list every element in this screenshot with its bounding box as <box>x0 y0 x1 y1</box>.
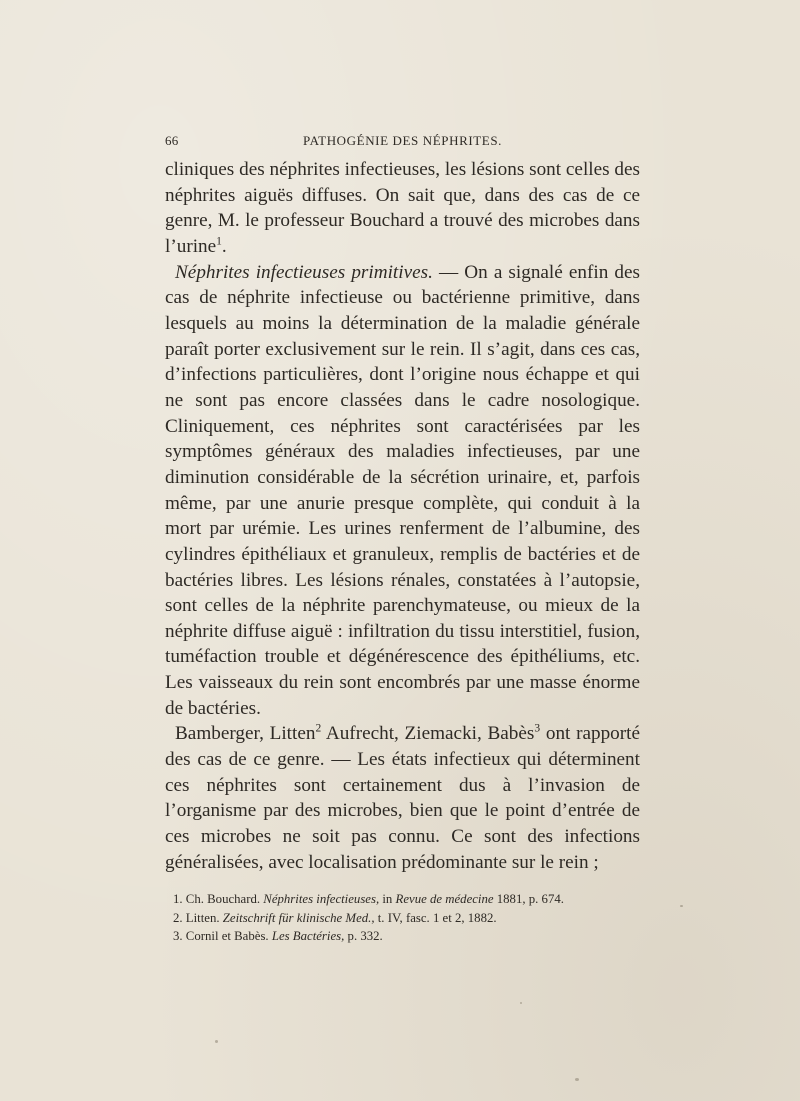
footnote-number: 2. <box>173 910 183 925</box>
paper-speck <box>575 1078 579 1081</box>
paragraph-1-text: cliniques des néphrites infectieuses, les lésions sont celles des néphrites aiguës diffuses. On sait que, dans des cas de ce genre, M. le professeur Bouchard a trouvé des microbes dans l’urine <box>165 159 640 257</box>
footnote-ref-3: 3 <box>534 723 541 736</box>
footnote-work: Les Bactéries, <box>271 929 345 943</box>
footnote-rest: p. 332. <box>344 929 383 943</box>
footnote-journal: Revue de médecine <box>395 892 494 906</box>
footnote-1 <box>165 890 640 909</box>
paper-speck <box>215 1040 218 1043</box>
footnote-mid: in <box>379 892 396 906</box>
paragraph-3-text-b: Aufrecht, Ziemacki, Babès <box>321 723 535 745</box>
footnote-author: Ch. Bouchard. <box>182 892 264 906</box>
section-heading: Néphrites infectieuses primitives. <box>175 261 433 283</box>
footnote-author: Cornil et Babès. <box>182 929 272 943</box>
footnote-author: Litten. <box>182 910 223 925</box>
footnote-2 <box>165 909 640 928</box>
footnote-ref-2: 2 <box>315 723 322 736</box>
footnote-rest: 1881, p. 674. <box>493 892 564 906</box>
footnote-rest: t. IV, fasc. 1 et 2, 1882. <box>374 910 497 925</box>
footnote-work: Zeitschrift für klinische Med., <box>222 910 375 925</box>
body-text <box>165 157 640 875</box>
paragraph-3-text-a: Bamberger, Litten <box>175 723 316 745</box>
running-title: PATHOGÉNIE DES NÉPHRITES. <box>302 133 503 148</box>
footnote-ref-1: 1 <box>216 235 222 248</box>
paragraph-1-end: . <box>221 235 227 257</box>
paper-speck <box>680 905 683 907</box>
paragraph-1 <box>165 157 640 260</box>
paragraph-3 <box>165 721 640 875</box>
footnote-number: 3. <box>173 929 183 943</box>
footnote-work: Néphrites infectieuses, <box>263 892 380 906</box>
footnotes <box>165 890 640 946</box>
running-head <box>165 133 640 151</box>
paragraph-2 <box>165 260 640 722</box>
paragraph-2-text: — On a signalé enfin des cas de néphrite infectieuse ou bactérienne primitive, dans lesquels au moins la détermination de la maladie générale paraît porter exclusivement sur le rein. Il s’agit, dans ces cas, d’infections particulières, dont l’origine nous échappe et qui ne sont pas encore classées dans le cadre nosologique. Cliniquement, ces néphrites sont caractérisées par les symptômes généraux des maladies infectieuses, par une diminution considérable de la sécrétion urinaire, et, parfois même, par une anurie presque complète, qui conduit à la mort par urémie. Les urines renferment de l’albumine, des cylindres épithéliaux et granuleux, remplis de bactéries et de bactéries libres. Les lésions rénales, constatées à l’autopsie, sont celles de la néphrite parenchymateuse, ou mieux de la néphrite diffuse aiguë : infiltration du tissu interstitiel, fusion, tuméfaction trouble et dégénérescence des épithéliums, etc. Les vaisseaux du rein sont encombrés par une masse énorme de bactéries. <box>165 261 640 719</box>
footnote-number: 1. <box>173 892 183 906</box>
paragraph-3-text-c: ont rapporté des cas de ce genre. — Les états infectieux qui déterminent ces néphrites sont certainement dus à l’invasion de l’organisme par des microbes, bien que le point d’entrée de ces microbes ne soit pas connu. Ce sont des infections généralisées, avec localisation prédominante sur le rein ; <box>165 723 640 873</box>
page-number: 66 <box>165 133 179 148</box>
footnote-3 <box>165 927 640 946</box>
paper-speck <box>520 1002 522 1004</box>
